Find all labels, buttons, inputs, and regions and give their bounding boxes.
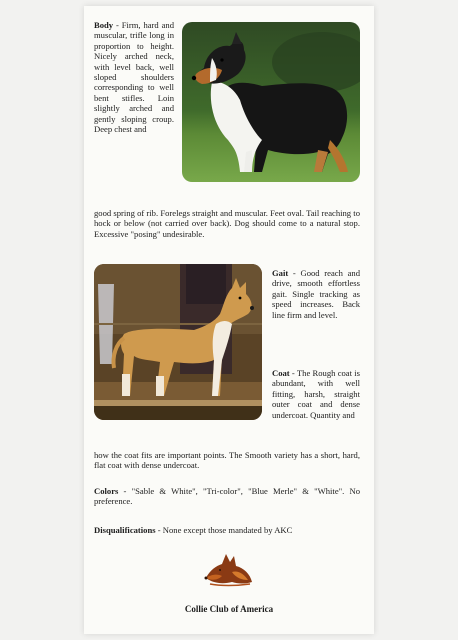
disqualifications-paragraph (94, 525, 360, 535)
disqualifications-text: - None except those mandated by AKC (155, 525, 293, 535)
coat-paragraph (272, 368, 360, 420)
breed-standard-page (84, 6, 374, 634)
rough-collie-photo (182, 22, 360, 182)
body-text: - Firm, hard and muscular, trifle long in proportion to height. Nicely arched neck, with level back, well sloped shoulders corresponding to well bent stifles. Loin slightly arched and gently sloping croup. Deep chest and (94, 20, 174, 135)
club-name: Collie Club of America (184, 604, 274, 614)
body-continued: good spring of rib. Forelegs straight and muscular. Feet oval. Tail reaching to hock or below (not carried over back). Dog should come to a natural stop. Excessive "posing" undesirable. (94, 208, 360, 239)
gait-heading: Gait (272, 268, 289, 278)
gait-paragraph (272, 268, 360, 320)
body-heading: Body (94, 20, 114, 30)
gait-text: - Good reach and drive, smooth effortless gait. Single tracking as speed increases. Back line firm and level. (272, 268, 360, 320)
smooth-collie-illustration (94, 264, 262, 420)
coat-continued: how the coat fits are important points. The Smooth variety has a short, hard, flat coat with dense undercoat. (94, 450, 360, 471)
smooth-collie-photo (94, 264, 262, 420)
coat-heading: Coat (272, 368, 290, 378)
body-paragraph (94, 20, 174, 134)
coat-text: - The Rough coat is abundant, with well fitting, harsh, straight outer coat and dense undercoat. Quantity and (272, 368, 360, 420)
disqualifications-heading: Disqualifications (94, 525, 156, 535)
club-logo (202, 548, 256, 588)
colors-paragraph (94, 486, 360, 507)
rough-collie-illustration (182, 22, 360, 182)
colors-heading: Colors (94, 486, 119, 496)
collie-head-logo-icon (202, 548, 256, 588)
colors-text: - "Sable & White", "Tri-color", "Blue Merle" & "White". No preference. (94, 486, 360, 507)
